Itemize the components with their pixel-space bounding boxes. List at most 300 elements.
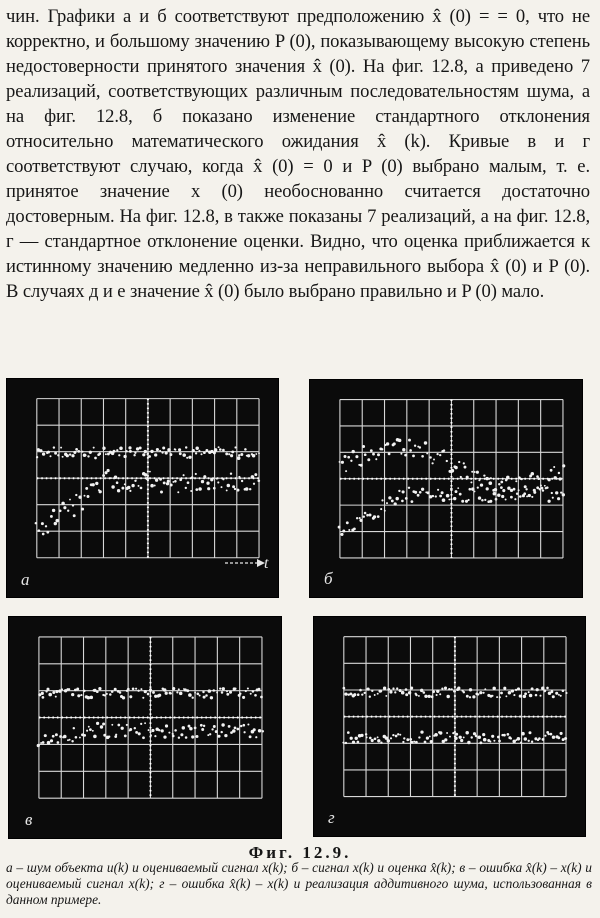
trace-dot	[427, 491, 430, 494]
trace-dot	[84, 495, 86, 497]
trace-dot	[371, 739, 374, 742]
trace-dot	[406, 738, 409, 741]
trace-dot	[493, 492, 496, 495]
trace-dot	[377, 739, 380, 742]
trace-dot	[93, 735, 97, 739]
trace-dot	[369, 696, 371, 698]
trace-dot	[377, 515, 380, 518]
trace-dot	[344, 455, 347, 458]
trace-dot	[98, 687, 101, 690]
trace-dot	[240, 725, 242, 727]
trace-dot	[254, 473, 257, 476]
panel-label-d: г	[328, 808, 335, 827]
trace-dot	[474, 471, 476, 473]
trace-dot	[66, 454, 69, 457]
trace-dot	[457, 686, 460, 689]
trace-dot	[398, 439, 402, 443]
trace-dot	[528, 494, 531, 497]
trace-dot	[555, 491, 558, 494]
trace-dot	[234, 488, 236, 490]
trace-dot	[138, 732, 141, 735]
trace-dot	[489, 481, 493, 485]
trace-dot	[392, 687, 394, 689]
trace-dot	[446, 695, 449, 698]
trace-dot	[147, 693, 150, 696]
trace-dot	[415, 694, 417, 696]
trace-dot	[553, 466, 555, 468]
trace-dot	[483, 692, 485, 694]
trace-dot	[85, 487, 88, 490]
trace-dot	[213, 451, 216, 454]
trace-dot	[541, 487, 544, 490]
trace-dot	[465, 731, 468, 734]
trace-dot	[498, 483, 500, 485]
trace-dot	[218, 446, 220, 448]
trace-dot	[492, 687, 495, 690]
trace-dot	[467, 741, 470, 744]
trace-dot	[165, 692, 168, 695]
trace-dot	[424, 741, 427, 744]
trace-dot	[42, 741, 45, 744]
trace-dot	[405, 688, 408, 691]
trace-dot	[383, 687, 386, 690]
trace-dot	[203, 725, 205, 727]
trace-dot	[133, 454, 135, 456]
trace-dot	[355, 455, 358, 458]
figure-caption	[6, 860, 592, 908]
trace-dot	[207, 734, 209, 736]
trace-dot	[59, 509, 62, 512]
trace-dot	[73, 727, 75, 729]
trace-dot	[352, 450, 355, 453]
trace-dot	[477, 487, 479, 489]
trace-dot	[426, 737, 429, 740]
trace-dot	[144, 690, 147, 693]
trace-dot	[155, 479, 158, 482]
trace-dot	[154, 735, 156, 737]
trace-dot	[446, 732, 448, 734]
trace-dot	[94, 457, 97, 460]
trace-dot	[114, 475, 117, 478]
trace-dot	[426, 452, 428, 454]
trace-dot	[483, 474, 485, 476]
trace-dot	[547, 500, 550, 503]
trace-dot	[134, 480, 136, 482]
trace-dot	[92, 730, 94, 732]
trace-dot	[500, 486, 503, 489]
trace-dot	[353, 528, 356, 531]
trace-dot	[542, 738, 545, 741]
trace-dot	[470, 736, 472, 738]
trace-dot	[253, 728, 256, 731]
trace-dot	[346, 521, 349, 524]
trace-dot	[185, 446, 187, 448]
trace-dot	[531, 687, 534, 690]
trace-dot	[38, 529, 41, 532]
trace-dot	[541, 687, 544, 690]
trace-dot	[449, 736, 451, 738]
trace-dot	[502, 489, 505, 492]
trace-dot	[202, 691, 204, 693]
trace-dot	[201, 480, 204, 483]
trace-dot	[148, 729, 150, 731]
trace-dot	[236, 728, 239, 731]
trace-dot	[228, 725, 231, 728]
trace-dot	[356, 517, 358, 519]
trace-dot	[391, 499, 394, 502]
trace-dot	[75, 494, 77, 496]
trace-dot	[63, 506, 66, 509]
trace-dot	[170, 692, 172, 694]
trace-dot	[110, 477, 112, 479]
oscilloscope-photo-d	[313, 616, 586, 837]
trace-dot	[247, 454, 250, 457]
trace-dot	[429, 456, 431, 458]
trace-dot	[483, 738, 487, 742]
trace-dot	[107, 469, 110, 472]
trace-dot	[446, 494, 450, 498]
trace-dot	[147, 453, 149, 455]
trace-dot	[54, 452, 57, 455]
trace-dot	[238, 454, 240, 456]
trace-dot	[135, 688, 137, 690]
trace-dot	[191, 476, 194, 479]
trace-dot	[45, 690, 47, 692]
trace-dot	[562, 689, 565, 692]
trace-dot	[226, 690, 228, 692]
trace-dot	[196, 692, 199, 695]
trace-dot	[463, 691, 465, 693]
trace-dot	[424, 695, 427, 698]
panel-label-b: б	[324, 569, 333, 588]
trace-dot	[443, 449, 445, 451]
trace-dot	[453, 497, 456, 500]
trace-dot	[343, 687, 346, 690]
trace-dot	[73, 514, 76, 517]
trace-dot	[177, 491, 179, 493]
trace-dot	[134, 727, 136, 729]
trace-dot	[142, 697, 144, 699]
trace-dot	[552, 735, 555, 738]
trace-dot	[99, 490, 102, 493]
trace-dot	[249, 488, 251, 490]
trace-dot	[431, 695, 434, 698]
trace-dot	[503, 734, 506, 737]
trace-dot	[232, 485, 235, 488]
trace-dot	[466, 695, 469, 698]
trace-dot	[228, 453, 230, 455]
trace-dot	[104, 694, 106, 696]
trace-dot	[535, 694, 538, 697]
trace-dot	[221, 691, 224, 694]
trace-dot	[552, 695, 555, 698]
trace-dot	[517, 737, 521, 741]
trace-dot	[75, 448, 78, 451]
trace-dot	[353, 693, 356, 696]
trace-dot	[129, 695, 132, 698]
trace-dot	[116, 481, 119, 484]
trace-dot	[398, 490, 400, 492]
trace-dot	[55, 519, 58, 522]
trace-dot	[163, 481, 166, 484]
trace-dot	[478, 496, 481, 499]
trace-dot	[121, 727, 124, 730]
trace-dot	[178, 688, 180, 690]
trace-dot	[125, 450, 127, 452]
panel-label-c: в	[25, 810, 33, 829]
trace-dot	[219, 448, 222, 451]
trace-dot	[434, 733, 438, 737]
trace-dot	[50, 515, 53, 518]
trace-dot	[524, 485, 527, 488]
trace-dot	[81, 508, 84, 511]
trace-dot	[386, 502, 388, 504]
trace-dot	[461, 500, 464, 503]
oscilloscope-screen-b	[310, 380, 582, 597]
trace-dot	[118, 454, 120, 456]
body-text	[6, 4, 590, 304]
trace-dot	[439, 731, 442, 734]
trace-dot	[186, 457, 188, 459]
trace-dot	[139, 447, 142, 450]
trace-dot	[87, 455, 89, 457]
trace-dot	[379, 690, 382, 693]
trace-dot	[213, 487, 216, 490]
trace-dot	[92, 483, 95, 486]
trace-dot	[182, 453, 186, 457]
trace-dot	[499, 696, 501, 698]
trace-dot	[386, 442, 389, 445]
trace-dot	[359, 689, 362, 692]
trace-dot	[417, 494, 420, 497]
trace-dot	[234, 726, 237, 729]
trace-dot	[211, 728, 213, 730]
trace-dot	[142, 736, 145, 739]
trace-dot	[414, 445, 416, 447]
trace-dot	[102, 474, 105, 477]
trace-dot	[203, 696, 206, 699]
trace-dot	[208, 689, 212, 693]
trace-dot	[230, 454, 233, 457]
trace-dot	[69, 499, 71, 501]
trace-dot	[560, 695, 562, 697]
trace-dot	[198, 487, 202, 491]
trace-dot	[149, 471, 151, 473]
trace-dot	[195, 446, 198, 449]
trace-dot	[437, 489, 439, 491]
trace-dot	[415, 741, 418, 744]
trace-dot	[436, 453, 438, 455]
trace-dot	[418, 736, 420, 738]
trace-dot	[47, 451, 50, 454]
trace-dot	[140, 487, 143, 490]
trace-dot	[201, 728, 204, 731]
trace-dot	[179, 478, 182, 481]
trace-dot	[508, 691, 511, 694]
trace-dot	[466, 476, 469, 479]
trace-dot	[419, 446, 421, 448]
trace-dot	[389, 690, 392, 693]
trace-dot	[477, 693, 479, 695]
trace-dot	[431, 462, 433, 464]
trace-dot	[510, 737, 512, 739]
trace-dot	[409, 738, 412, 741]
trace-dot	[165, 724, 168, 727]
trace-dot	[528, 740, 530, 742]
trace-dot	[533, 491, 536, 494]
trace-dot	[47, 741, 51, 745]
trace-dot	[531, 496, 533, 498]
trace-dot	[464, 466, 467, 469]
trace-dot	[156, 448, 159, 451]
trace-dot	[357, 693, 360, 696]
trace-dot	[410, 687, 413, 690]
trace-dot	[542, 489, 544, 491]
trace-dot	[374, 737, 377, 740]
trace-dot	[93, 447, 95, 449]
trace-dot	[162, 446, 165, 449]
trace-dot	[345, 470, 347, 472]
trace-dot	[538, 737, 541, 740]
trace-dot	[196, 735, 199, 738]
trace-dot	[148, 455, 151, 458]
trace-dot	[486, 487, 489, 490]
trace-dot	[387, 739, 390, 742]
trace-dot	[515, 480, 517, 482]
trace-dot	[413, 741, 415, 743]
trace-dot	[408, 691, 411, 694]
trace-dot	[510, 496, 513, 499]
trace-dot	[215, 730, 218, 733]
trace-dot	[172, 733, 174, 735]
trace-dot	[100, 725, 103, 728]
trace-dot	[71, 454, 74, 457]
trace-dot	[401, 500, 404, 503]
trace-dot	[395, 497, 398, 500]
trace-dot	[117, 489, 120, 492]
trace-dot	[374, 694, 376, 696]
trace-dot	[451, 469, 455, 473]
trace-dot	[163, 735, 166, 738]
trace-dot	[222, 478, 224, 480]
trace-dot	[113, 450, 116, 453]
trace-dot	[562, 493, 565, 496]
trace-dot	[243, 731, 245, 733]
trace-dot	[410, 741, 413, 744]
trace-dot	[430, 740, 433, 743]
trace-dot	[258, 729, 262, 733]
trace-dot	[348, 529, 350, 531]
trace-dot	[539, 695, 541, 697]
trace-dot	[411, 500, 414, 503]
trace-dot	[200, 453, 202, 455]
trace-dot	[347, 456, 350, 459]
trace-dot	[151, 729, 154, 732]
trace-dot	[105, 453, 107, 455]
trace-dot	[217, 481, 219, 483]
trace-dot	[170, 484, 173, 487]
trace-dot	[402, 448, 405, 451]
trace-dot	[550, 469, 553, 472]
trace-dot	[419, 491, 422, 494]
trace-dot	[439, 693, 441, 695]
trace-dot	[127, 486, 131, 490]
trace-dot	[436, 690, 439, 693]
trace-dot	[565, 692, 567, 694]
oscilloscope-photo-a	[6, 378, 279, 598]
trace-dot	[387, 688, 390, 691]
trace-dot	[255, 736, 257, 738]
trace-dot	[226, 693, 229, 696]
trace-dot	[491, 735, 494, 738]
trace-dot	[555, 692, 558, 695]
trace-dot	[59, 735, 62, 738]
trace-dot	[102, 723, 105, 726]
trace-dot	[494, 488, 497, 491]
trace-dot	[364, 692, 366, 694]
trace-dot	[54, 522, 57, 525]
trace-dot	[254, 694, 257, 697]
trace-dot	[339, 461, 341, 463]
trace-dot	[388, 496, 391, 499]
trace-dot	[478, 479, 480, 481]
trace-dot	[88, 726, 90, 728]
trace-dot	[525, 488, 527, 490]
trace-dot	[194, 692, 196, 694]
trace-dot	[367, 688, 370, 691]
trace-dot	[205, 694, 208, 697]
trace-dot	[495, 498, 498, 501]
trace-dot	[408, 487, 410, 489]
trace-dot	[360, 464, 363, 467]
trace-dot	[174, 480, 177, 483]
trace-dot	[448, 499, 450, 501]
trace-dot	[503, 687, 506, 690]
trace-dot	[167, 480, 170, 483]
trace-dot	[478, 736, 482, 740]
trace-dot	[172, 687, 175, 690]
trace-dot	[219, 687, 221, 689]
trace-dot	[79, 737, 81, 739]
trace-dot	[393, 442, 396, 445]
trace-dot	[216, 478, 218, 480]
trace-dot	[68, 688, 70, 690]
trace-dot	[560, 491, 562, 493]
trace-dot	[436, 694, 438, 696]
trace-dot	[123, 455, 126, 458]
trace-dot	[439, 495, 442, 498]
figure-caption-text: а – шум объекта u(k) и оцениваемый сигнал x(k); б – сигнал x(k) и оценка x̂(k); в – ошибка x̂(k) – x(k) и оцениваемый сигнал x(k); г – ошибка x̂(k) – x(k) и реализация аддитивного шума, использованная в данном примере.	[6, 860, 592, 907]
trace-dot	[62, 456, 64, 458]
trace-dot	[354, 737, 357, 740]
trace-dot	[490, 477, 492, 479]
trace-dot	[160, 491, 163, 494]
trace-dot	[500, 481, 503, 484]
trace-dot	[36, 456, 38, 458]
trace-dot	[562, 464, 565, 467]
trace-dot	[237, 489, 240, 492]
trace-dot	[377, 693, 379, 695]
trace-dot	[115, 734, 117, 736]
body-paragraph: чин. Графики а и б соответствуют предположению x̂ (0) = = 0, что не корректно, и большому значению P (0), показывающему высокую степень недостоверности принятого значения x̂ (0). На фиг. 12.8, а приведено 7 реализаций, соответствующих различным последовательностям шума, а на фиг. 12.8, б показано изменение стандартного отклонения относительно математического ожидания x̂ (k). Кривые в и г соответствуют случаю, когда x̂ (0) = 0 и P (0) выбрано малым, т. е. принятое значение x (0) необоснованно считается достаточно достоверным. На фиг. 12.8, в также показаны 7 реализаций, а на фиг. 12.8, г — стандартное отклонение оценки. Видно, что оценка приближается к истинному значению медленно из-за неправильного выбора x̂ (0) и P (0). В случаях д и е значение x̂ (0) было выбрано правильно и P (0) мало.	[6, 6, 590, 302]
trace-dot	[119, 447, 123, 451]
trace-dot	[498, 740, 501, 743]
trace-dot	[452, 732, 454, 734]
trace-dot	[352, 741, 355, 744]
trace-dot	[61, 688, 63, 690]
trace-dot	[471, 471, 473, 473]
trace-dot	[338, 526, 341, 529]
